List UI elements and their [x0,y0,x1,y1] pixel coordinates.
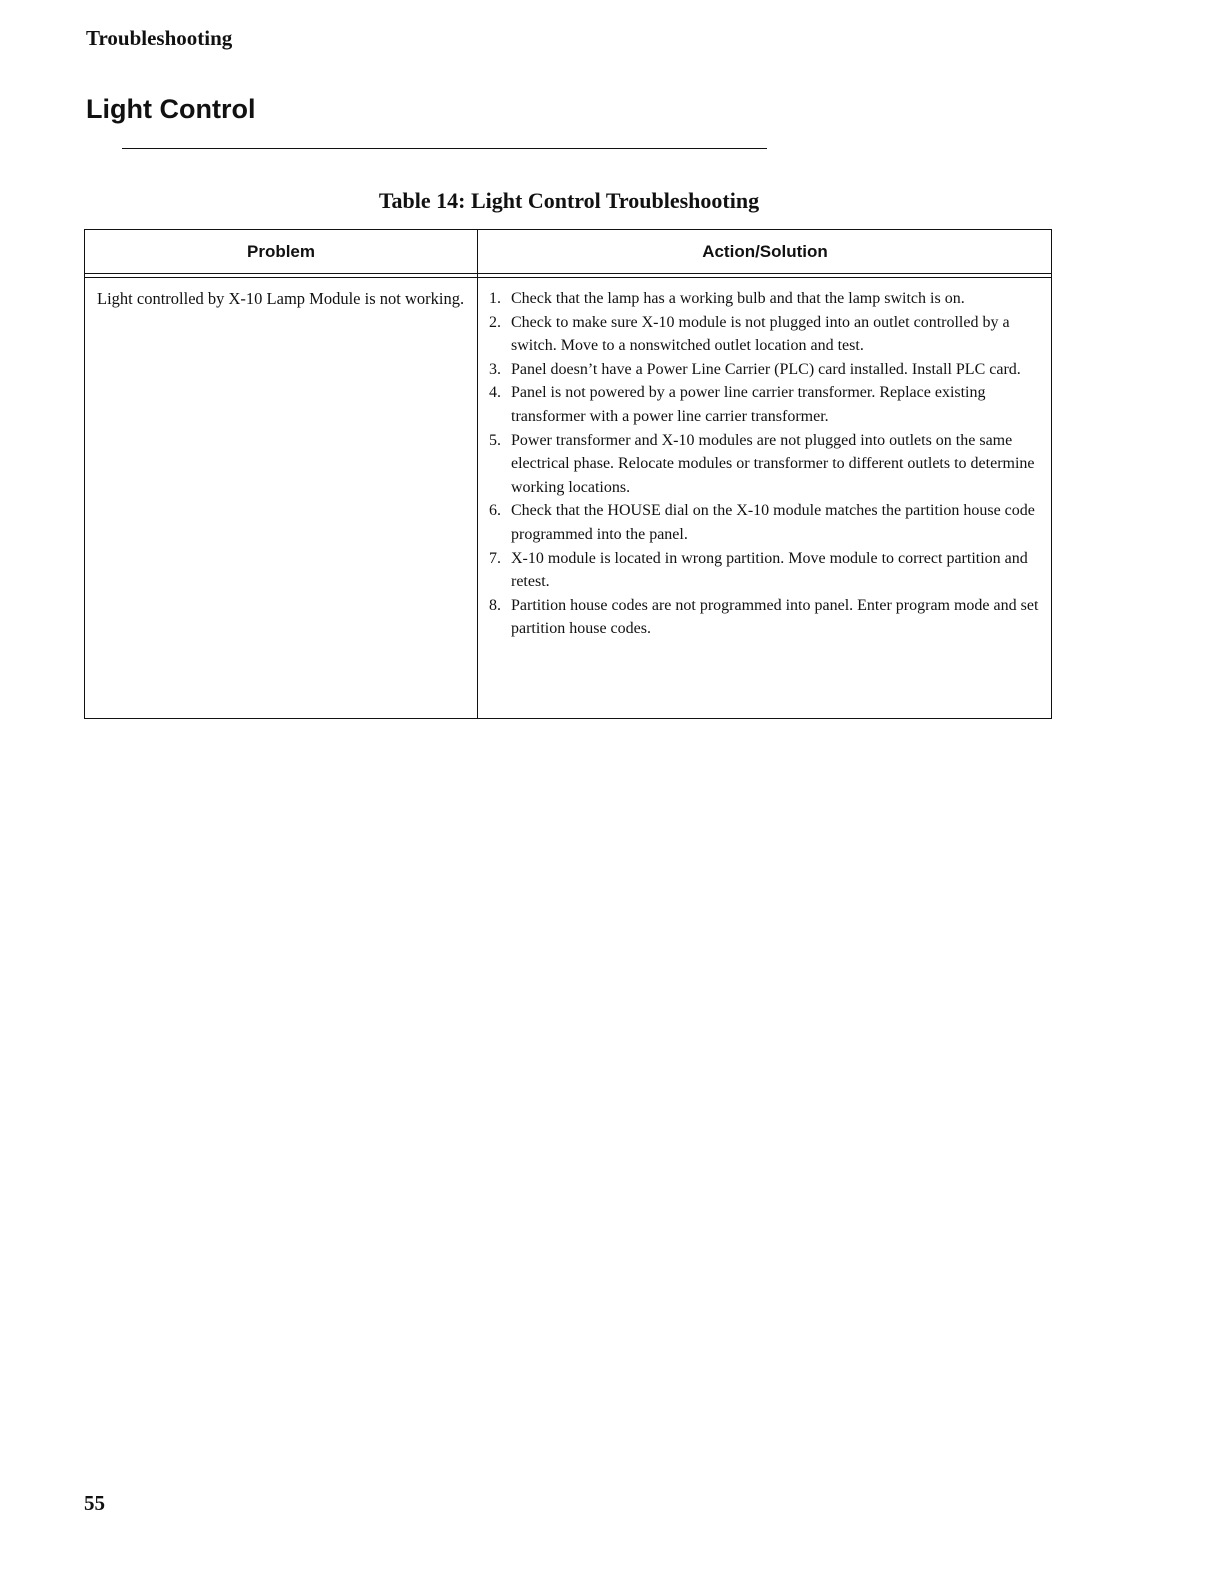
solution-text: Partition house codes are not programmed into panel. Enter program mode and set partition house codes. [511,596,1039,638]
solution-item [489,499,1045,546]
solution-text: Check to make sure X-10 module is not plugged into an outlet controlled by a switch. Move to a nonswitched outlet location and test. [511,313,1010,355]
solution-text: X-10 module is located in wrong partition. Move module to correct partition and retest. [511,549,1028,591]
solution-number: 4. [489,384,501,402]
column-header-problem: Problem [246,242,316,261]
section-rule [122,148,767,149]
solution-number: 5. [489,431,501,449]
page-number: 55 [84,1491,105,1515]
solution-item [489,358,1045,382]
solution-text: Panel is not powered by a power line carrier transformer. Replace existing transformer with a power line carrier transformer. [511,384,986,425]
solution-text: Power transformer and X-10 modules are not plugged into outlets on the same electrical phase. Relocate modules or transformer to different outlets to determine working locations. [511,431,1035,496]
solution-text: Check that the lamp has a working bulb and that the lamp switch is on. [511,290,965,307]
solution-item [489,594,1045,641]
header-rule [85,273,1051,274]
solution-number: 7. [489,549,501,567]
solution-number: 3. [489,360,501,378]
solution-number: 8. [489,596,501,614]
solution-item [489,381,1045,428]
solution-item [489,429,1045,500]
solution-text: Panel doesn’t have a Power Line Carrier (PLC) card installed. Install PLC card. [511,360,1021,378]
column-divider [477,230,478,718]
solution-item [489,547,1045,594]
solution-item [489,287,1045,311]
solution-list [489,287,1045,641]
solution-number: 6. [489,502,501,520]
problem-cell: Light controlled by X-10 Lamp Module is not working. [97,289,465,308]
solution-text: Check that the HOUSE dial on the X-10 module matches the partition house code programmed into the panel. [511,502,1035,543]
solution-number: 1. [489,290,501,307]
table-caption: Table 14: Light Control Troubleshooting [378,188,760,213]
running-head: Troubleshooting [86,26,233,50]
solution-number: 2. [489,313,501,331]
solution-item [489,311,1045,358]
header-rule [85,277,1051,278]
section-title: Light Control [86,94,256,124]
column-header-action-solution: Action/Solution [702,242,828,261]
troubleshooting-table [84,229,1052,719]
